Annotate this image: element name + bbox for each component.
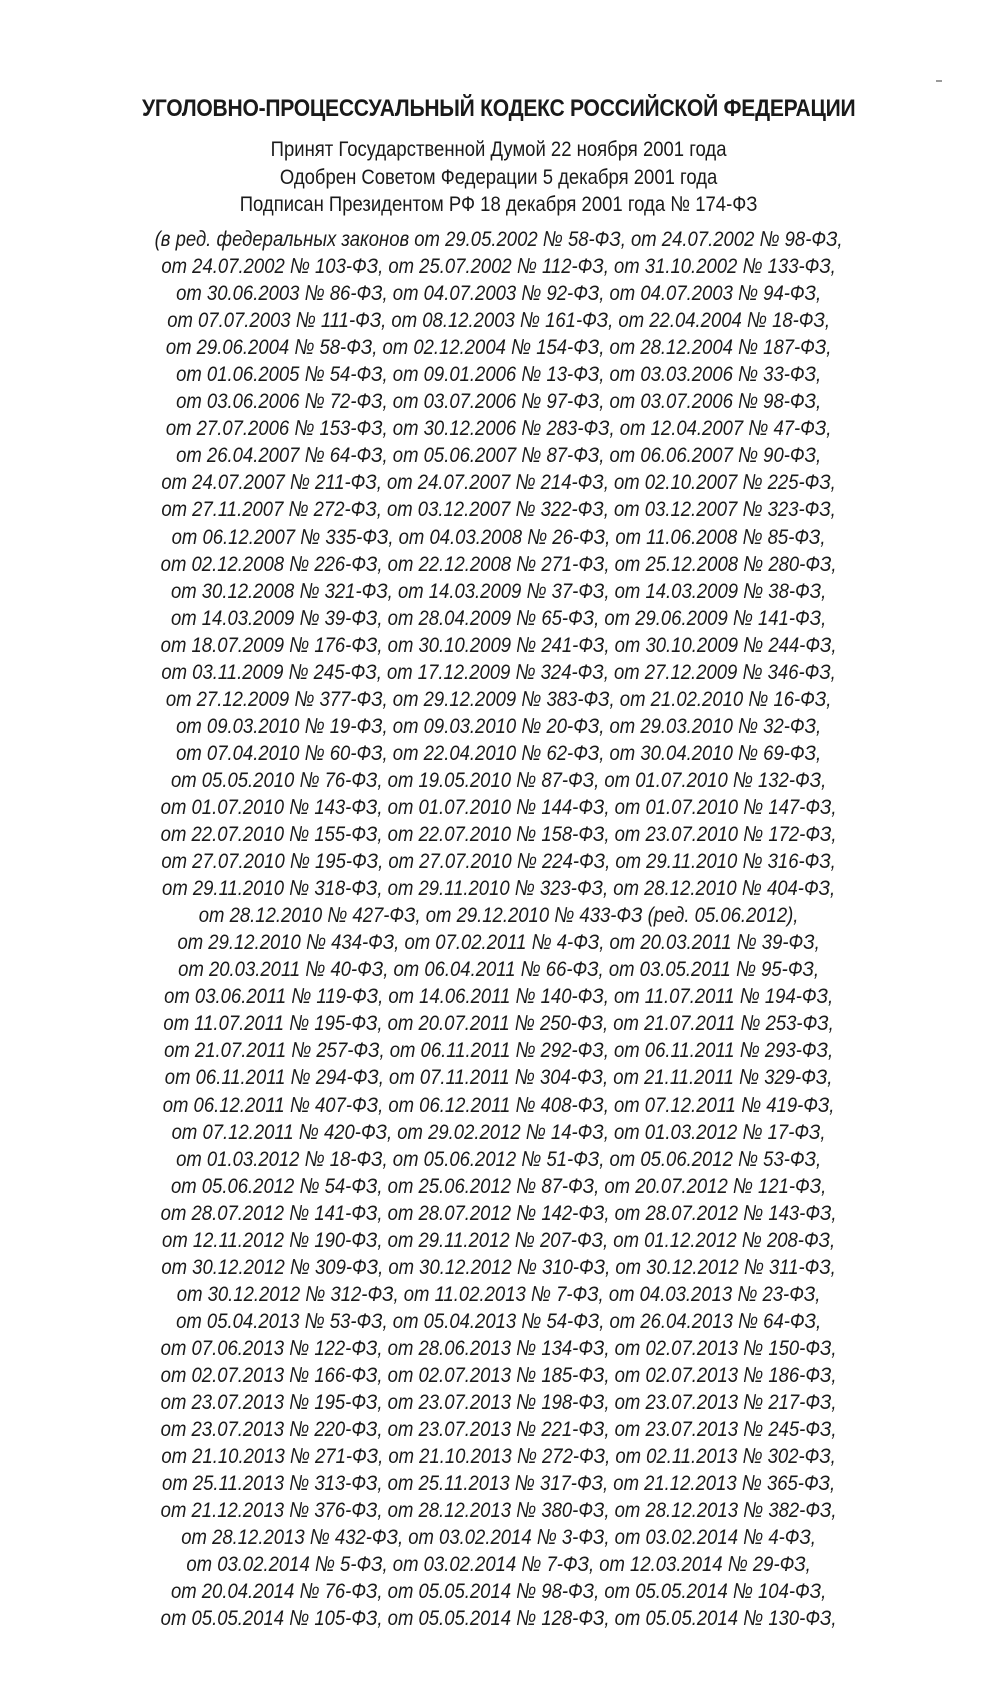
- amendment-line: от 30.12.2012 № 309-ФЗ, от 30.12.2012 № 310-ФЗ, от 30.12.2012 № 311-ФЗ,: [161, 1254, 836, 1279]
- amendment-line: от 26.04.2007 № 64-ФЗ, от 05.06.2007 № 87-ФЗ, от 06.06.2007 № 90-ФЗ,: [176, 443, 822, 468]
- amendment-line: от 01.07.2010 № 143-ФЗ, от 01.07.2010 № 144-ФЗ, от 01.07.2010 № 147-ФЗ,: [160, 794, 837, 819]
- adoption-line-president: Подписан Президентом РФ 18 декабря 2001 года № 174-ФЗ: [239, 192, 758, 216]
- amendment-line: от 24.07.2007 № 211-ФЗ, от 24.07.2007 № 214-ФЗ, от 02.10.2007 № 225-ФЗ,: [161, 470, 836, 495]
- amendment-line: от 06.11.2011 № 294-ФЗ, от 07.11.2011 № 304-ФЗ, от 21.11.2011 № 329-ФЗ,: [164, 1065, 833, 1090]
- amendment-line: от 07.12.2011 № 420-ФЗ, от 29.02.2012 № 14-ФЗ, от 01.03.2012 № 17-ФЗ,: [171, 1119, 826, 1144]
- amendment-line: от 09.03.2010 № 19-ФЗ, от 09.03.2010 № 20-ФЗ, от 29.03.2010 № 32-ФЗ,: [176, 713, 822, 738]
- amendment-line: от 23.07.2013 № 220-ФЗ, от 23.07.2013 № 221-ФЗ, от 23.07.2013 № 245-ФЗ,: [160, 1417, 837, 1442]
- amendment-line: от 05.06.2012 № 54-ФЗ, от 25.06.2012 № 87-ФЗ, от 20.07.2012 № 121-ФЗ,: [170, 1173, 827, 1198]
- amendment-line: от 07.04.2010 № 60-ФЗ, от 22.04.2010 № 62-ФЗ, от 30.04.2010 № 69-ФЗ,: [176, 740, 822, 765]
- amendment-line: от 02.07.2013 № 166-ФЗ, от 02.07.2013 № 185-ФЗ, от 02.07.2013 № 186-ФЗ,: [160, 1362, 837, 1387]
- amendment-line: от 30.06.2003 № 86-ФЗ, от 04.07.2003 № 92-ФЗ, от 04.07.2003 № 94-ФЗ,: [176, 281, 822, 306]
- amendment-line: от 20.04.2014 № 76-ФЗ, от 05.05.2014 № 98-ФЗ, от 05.05.2014 № 104-ФЗ,: [170, 1579, 827, 1604]
- amendment-line: от 29.12.2010 № 434-ФЗ, от 07.02.2011 № 4-ФЗ, от 20.03.2011 № 39-ФЗ,: [177, 930, 820, 955]
- amendment-line: от 06.12.2011 № 407-ФЗ, от 06.12.2011 № 408-ФЗ, от 07.12.2011 № 419-ФЗ,: [162, 1092, 835, 1117]
- adoption-line-council: Одобрен Советом Федерации 5 декабря 2001 года: [279, 164, 718, 189]
- amendment-line: от 01.03.2012 № 18-ФЗ, от 05.06.2012 № 51-ФЗ, от 05.06.2012 № 53-ФЗ,: [176, 1146, 822, 1171]
- amendment-line: от 14.03.2009 № 39-ФЗ, от 28.04.2009 № 65-ФЗ, от 29.06.2009 № 141-ФЗ,: [170, 605, 827, 630]
- amendment-line: от 27.11.2007 № 272-ФЗ, от 03.12.2007 № 322-ФЗ, от 03.12.2007 № 323-ФЗ,: [161, 497, 836, 522]
- amendment-line: от 05.05.2010 № 76-ФЗ, от 19.05.2010 № 87-ФЗ, от 01.07.2010 № 132-ФЗ,: [170, 767, 827, 792]
- amendment-line: от 28.12.2010 № 427-ФЗ, от 29.12.2010 № 433-ФЗ (ред. 05.06.2012),: [198, 903, 799, 928]
- amendment-line: от 25.11.2013 № 313-ФЗ, от 25.11.2013 № 317-ФЗ, от 21.12.2013 № 365-ФЗ,: [162, 1471, 836, 1496]
- amendment-line: от 28.12.2013 № 432-ФЗ, от 03.02.2014 № 3-ФЗ, от 03.02.2014 № 4-ФЗ,: [181, 1525, 816, 1550]
- amendment-line: от 21.07.2011 № 257-ФЗ, от 06.11.2011 № 292-ФЗ, от 06.11.2011 № 293-ФЗ,: [164, 1038, 834, 1063]
- amendment-line: от 29.06.2004 № 58-ФЗ, от 02.12.2004 № 154-ФЗ, от 28.12.2004 № 187-ФЗ,: [165, 335, 832, 360]
- adoption-line-duma: Принят Государственной Думой 22 ноября 2001 года: [270, 137, 727, 161]
- amendment-line: от 03.06.2011 № 119-ФЗ, от 14.06.2011 № 140-ФЗ, от 11.07.2011 № 194-ФЗ,: [164, 984, 834, 1009]
- amendment-line: от 21.12.2013 № 376-ФЗ, от 28.12.2013 № 380-ФЗ, от 28.12.2013 № 382-ФЗ,: [160, 1498, 837, 1523]
- amendment-line: от 28.07.2012 № 141-ФЗ, от 28.07.2012 № 142-ФЗ, от 28.07.2012 № 143-ФЗ,: [160, 1200, 837, 1225]
- amendment-line: от 27.07.2006 № 153-ФЗ, от 30.12.2006 № 283-ФЗ, от 12.04.2007 № 47-ФЗ,: [165, 416, 832, 441]
- amendment-line: от 03.02.2014 № 5-ФЗ, от 03.02.2014 № 7-ФЗ, от 12.03.2014 № 29-ФЗ,: [186, 1552, 811, 1577]
- amendment-line: от 12.11.2012 № 190-ФЗ, от 29.11.2012 № 207-ФЗ, от 01.12.2012 № 208-ФЗ,: [162, 1227, 836, 1252]
- amendment-line: от 23.07.2013 № 195-ФЗ, от 23.07.2013 № 198-ФЗ, от 23.07.2013 № 217-ФЗ,: [160, 1390, 837, 1415]
- amendment-line: от 03.11.2009 № 245-ФЗ, от 17.12.2009 № 324-ФЗ, от 27.12.2009 № 346-ФЗ,: [161, 659, 836, 684]
- amendments-list: [69, 226, 929, 1632]
- amendment-line: от 20.03.2011 № 40-ФЗ, от 06.04.2011 № 66-ФЗ, от 03.05.2011 № 95-ФЗ,: [178, 957, 820, 982]
- document-title: УГОЛОВНО-ПРОЦЕССУАЛЬНЫЙ КОДЕКС РОССИЙСКОЙ ФЕДЕРАЦИИ: [142, 95, 856, 122]
- amendment-line: от 07.07.2003 № 111-ФЗ, от 08.12.2003 № 161-ФЗ, от 22.04.2004 № 18-ФЗ,: [167, 308, 831, 333]
- amendment-line: от 27.12.2009 № 377-ФЗ, от 29.12.2009 № 383-ФЗ, от 21.02.2010 № 16-ФЗ,: [165, 686, 832, 711]
- amendment-line: от 07.06.2013 № 122-ФЗ, от 28.06.2013 № 134-ФЗ, от 02.07.2013 № 150-ФЗ,: [160, 1335, 837, 1360]
- amendment-line: от 11.07.2011 № 195-ФЗ, от 20.07.2011 № 250-ФЗ, от 21.07.2011 № 253-ФЗ,: [163, 1011, 834, 1036]
- adoption-block: [69, 136, 929, 219]
- amendment-line: от 30.12.2012 № 312-ФЗ, от 11.02.2013 № 7-ФЗ, от 04.03.2013 № 23-ФЗ,: [176, 1281, 821, 1306]
- amendment-line: от 27.07.2010 № 195-ФЗ, от 27.07.2010 № 224-ФЗ, от 29.11.2010 № 316-ФЗ,: [161, 849, 836, 874]
- amendment-line: от 03.06.2006 № 72-ФЗ, от 03.07.2006 № 97-ФЗ, от 03.07.2006 № 98-ФЗ,: [176, 389, 822, 414]
- amendment-line: от 29.11.2010 № 318-ФЗ, от 29.11.2010 № 323-ФЗ, от 28.12.2010 № 404-ФЗ,: [162, 876, 836, 901]
- amendment-line: от 18.07.2009 № 176-ФЗ, от 30.10.2009 № 241-ФЗ, от 30.10.2009 № 244-ФЗ,: [160, 632, 837, 657]
- amendment-line: от 05.04.2013 № 53-ФЗ, от 05.04.2013 № 54-ФЗ, от 26.04.2013 № 64-ФЗ,: [176, 1308, 822, 1333]
- amendment-line: от 02.12.2008 № 226-ФЗ, от 22.12.2008 № 271-ФЗ, от 25.12.2008 № 280-ФЗ,: [160, 551, 837, 576]
- amendment-line: от 21.10.2013 № 271-ФЗ, от 21.10.2013 № 272-ФЗ, от 02.11.2013 № 302-ФЗ,: [161, 1444, 836, 1469]
- amendment-line: от 06.12.2007 № 335-ФЗ, от 04.03.2008 № 26-ФЗ, от 11.06.2008 № 85-ФЗ,: [171, 524, 826, 549]
- amendment-line: от 30.12.2008 № 321-ФЗ, от 14.03.2009 № 37-ФЗ, от 14.03.2009 № 38-ФЗ,: [170, 578, 827, 603]
- amendment-line: от 05.05.2014 № 105-ФЗ, от 05.05.2014 № 128-ФЗ, от 05.05.2014 № 130-ФЗ,: [160, 1606, 837, 1631]
- amendment-line: от 22.07.2010 № 155-ФЗ, от 22.07.2010 № 158-ФЗ, от 23.07.2010 № 172-ФЗ,: [160, 822, 837, 847]
- scan-mark: [936, 80, 942, 82]
- amendment-line: от 01.06.2005 № 54-ФЗ, от 09.01.2006 № 13-ФЗ, от 03.03.2006 № 33-ФЗ,: [176, 362, 822, 387]
- amendment-line: от 24.07.2002 № 103-ФЗ, от 25.07.2002 № 112-ФЗ, от 31.10.2002 № 133-ФЗ,: [161, 254, 836, 279]
- amendment-line: (в ред. федеральных законов от 29.05.2002 № 58-ФЗ, от 24.07.2002 № 98-ФЗ,: [154, 227, 843, 251]
